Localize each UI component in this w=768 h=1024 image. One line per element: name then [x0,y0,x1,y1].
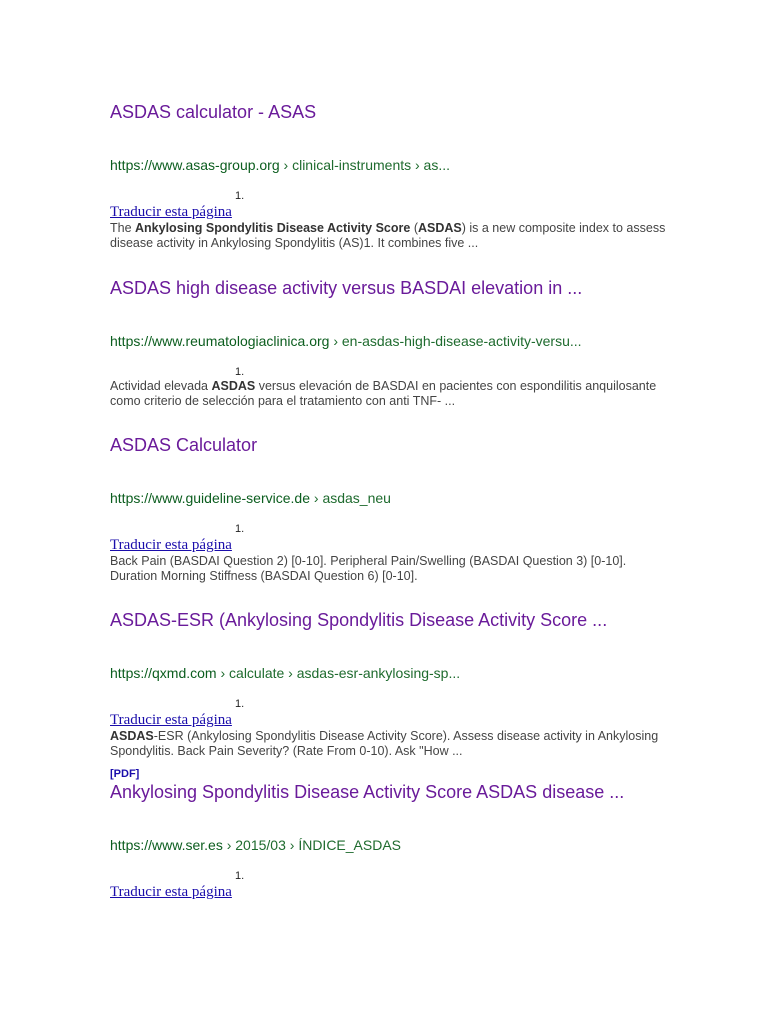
list-number: 1. [235,523,245,535]
result-url-host: https://www.asas-group.org [110,157,280,173]
list-number: 1. [235,190,245,202]
search-result-3 [110,434,670,584]
snippet-text: ( [410,221,418,235]
result-snippet [110,729,670,759]
snippet-text: versus elevación de BASDAI en pacientes con espondilitis anquilosante como criterio de selección para el tratamiento con anti TNF- ... [110,379,657,408]
result-snippet [110,221,670,251]
result-url-path: › calculate › asdas-esr-ankylosing-sp... [216,665,461,681]
result-url-host: https://www.reumatologiaclinica.org [110,333,330,349]
list-number: 1. [235,870,245,882]
snippet-bold: ASDAS [417,221,462,235]
result-url[interactable] [110,665,670,681]
list-number: 1. [235,366,245,378]
result-url[interactable] [110,490,670,506]
result-title-link[interactable]: ASDAS-ESR (Ankylosing Spondylitis Disease Activity Score ... [110,610,608,630]
snippet-bold: ASDAS [110,729,154,743]
snippet-bold: ASDAS [211,379,256,393]
result-url[interactable] [110,837,670,853]
result-title-link[interactable]: ASDAS calculator - ASAS [110,102,317,122]
translate-page-link[interactable]: Traducir esta página [110,537,232,553]
result-url-path: › asdas_neu [310,490,391,506]
result-url-path: › 2015/03 › ÍNDICE_ASDAS [222,837,402,853]
translate-page-link[interactable]: Traducir esta página [110,884,232,900]
result-url-path: › clinical-instruments › as... [279,157,451,173]
search-result-4 [110,609,670,759]
result-url-host: https://www.guideline-service.de [110,490,310,506]
result-url-host: https://www.ser.es [110,837,223,853]
result-snippet: Back Pain (BASDAI Question 2) [0-10]. Peripheral Pain/Swelling (BASDAI Question 3) [0-10]. Duration Morning Stiffness (BASDAI Question 6) [0-10]. [110,554,627,583]
search-result-2 [110,277,670,409]
result-url-path: › en-asdas-high-disease-activity-versu... [329,333,582,349]
search-result-5 [110,768,670,901]
result-url-host: https://qxmd.com [110,665,217,681]
translate-page-link[interactable]: Traducir esta página [110,204,232,220]
snippet-text: ) is a new composite index to assess disease activity in Ankylosing Spondylitis (AS)1. It combines five ... [110,221,666,250]
result-title-link[interactable]: ASDAS high disease activity versus BASDAI elevation in ... [110,278,583,298]
pdf-badge: [PDF] [110,768,140,780]
result-snippet [110,379,670,409]
result-title-link[interactable]: Ankylosing Spondylitis Disease Activity Score ASDAS disease ... [110,782,625,802]
snippet-bold: Ankylosing Spondylitis Disease Activity Score [135,221,411,235]
result-title-link[interactable]: ASDAS Calculator [110,435,258,455]
search-result-1 [110,101,670,251]
result-url[interactable] [110,157,670,173]
result-url[interactable] [110,333,670,349]
snippet-text: -ESR (Ankylosing Spondylitis Disease Activity Score). Assess disease activity in Ankylosing Spondylitis. Back Pain Severity? (Rate From 0-10). Ask "How ... [110,729,659,758]
translate-page-link[interactable]: Traducir esta página [110,712,232,728]
snippet-text: Actividad elevada [110,379,212,393]
list-number: 1. [235,698,245,710]
snippet-text: The [110,221,136,235]
